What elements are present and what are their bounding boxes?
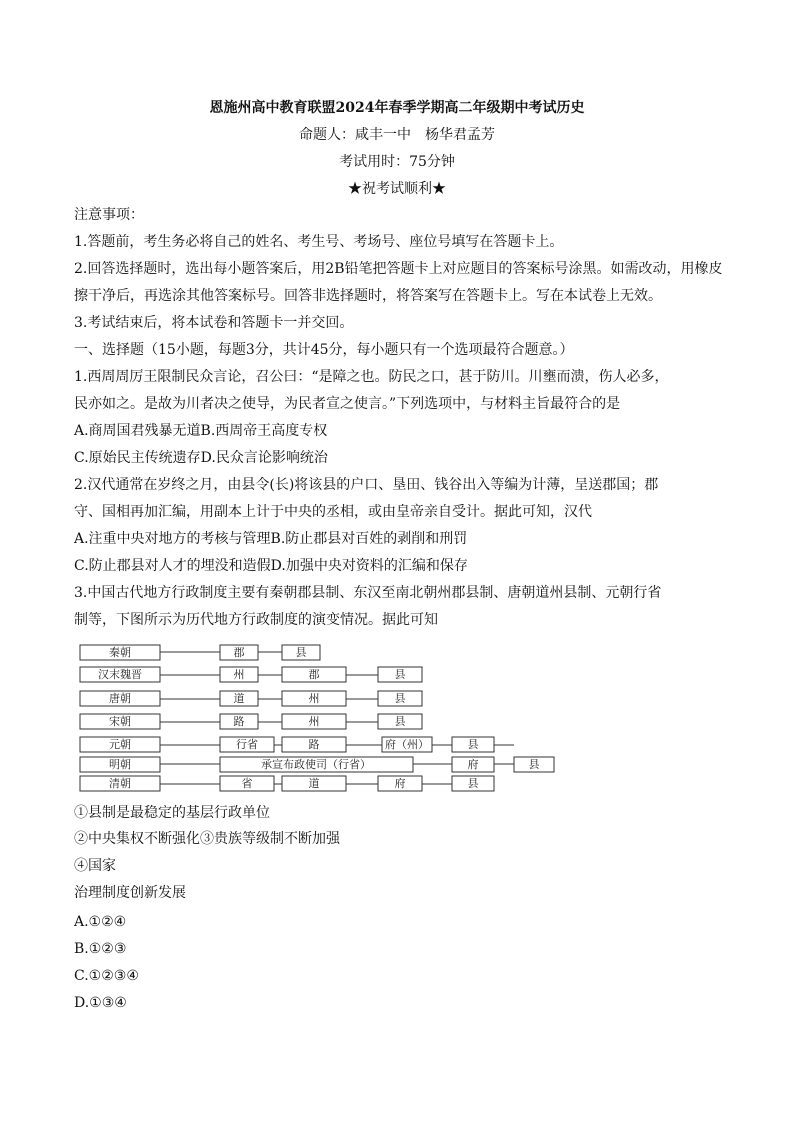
q2-options-ab: A.注重中央对地方的考核与管理B.防止郡县对百姓的剥削和刑罚 <box>74 531 468 547</box>
level-label: 县 <box>295 646 307 659</box>
q1-options-cd: C.原始民主传统遗存D.民众言论影响统治 <box>74 450 328 466</box>
level-label: 县 <box>467 777 479 790</box>
level-label: 道 <box>233 692 245 705</box>
exam-title: 恩施州高中教育联盟2024年春季学期高二年级期中考试历史 <box>209 100 585 116</box>
level-label: 县 <box>394 715 406 728</box>
q2-stem-line-1: 2.汉代通常在岁终之月，由县令(长)将该县的户口、垦田、钱谷出入等编为计薄，呈送郡国；郡 <box>74 477 659 493</box>
note-3: 3.考试结束后，将本试卷和答题卡一并交回。 <box>74 315 354 331</box>
q1-stem-line-2: 民亦如之。是故为川者决之使导，为民者宣之使言。”下列选项中，与材料主旨最符合的是 <box>74 396 621 412</box>
q3-statement-1: ①县制是最稳定的基层行政单位 <box>74 805 270 821</box>
q3-option-a: A.①②④ <box>74 914 127 930</box>
dynasty-label: 明朝 <box>109 758 131 771</box>
q1-stem-line-1: 1.西周周厉王限制民众言论，召公曰：“是障之也。防民之口，甚于防川。川壅而溃，伤人必多， <box>74 369 669 385</box>
q3-statement-4-start: ④国家 <box>74 858 116 874</box>
dynasty-label: 清朝 <box>109 777 131 790</box>
dynasty-label: 汉末魏晋 <box>98 668 142 681</box>
q3-option-b: B.①②③ <box>74 941 127 957</box>
level-label: 郡 <box>233 646 245 659</box>
level-label: 路 <box>308 738 320 751</box>
dynasty-label: 秦朝 <box>109 646 131 659</box>
q3-stem-line-1: 3.中国古代地方行政制度主要有秦朝郡县制、东汉至南北朝州郡县制、唐朝道州县制、元朝行省 <box>74 585 662 601</box>
note-2-line-2: 擦干净后，再选涂其他答案标号。回答非选择题时，将答案写在答题卡上。写在本试卷上无效。 <box>74 288 662 304</box>
level-label: 承宣布政使司（行省） <box>261 758 371 771</box>
level-label: 道 <box>308 777 320 790</box>
level-label: 行省 <box>236 738 258 751</box>
section-heading: 一、选择题（15小题，每题3分，共计45分，每小题只有一个选项最符合题意。） <box>74 342 574 358</box>
q3-option-d: D.①③④ <box>74 995 127 1011</box>
q1-options-ab: A.商周国君残暴无道B.西周帝王高度专权 <box>74 423 328 439</box>
level-label: 路 <box>233 715 245 728</box>
q2-options-cd: C.防止郡县对人才的埋没和造假D.加强中央对资料的汇编和保存 <box>74 558 468 574</box>
level-label: 县 <box>528 758 540 771</box>
level-label: 县 <box>394 668 406 681</box>
exam-duration: 考试用时：75分钟 <box>339 154 455 170</box>
dynasty-label: 元朝 <box>109 738 131 751</box>
question-setter: 命题人：咸丰一中 杨华君孟芳 <box>299 127 495 143</box>
good-luck-line: ★祝考试顺利★ <box>348 181 446 197</box>
q3-stem-line-2: 制等，下图所示为历代地方行政制度的演变情况。据此可知 <box>74 612 438 628</box>
notes-heading: 注意事项： <box>74 207 144 223</box>
level-label: 县 <box>394 692 406 705</box>
q2-stem-line-2: 守、国相再加汇编，用副本上计于中央的丞相，或由皇帝亲自受计。据此可知，汉代 <box>74 504 592 520</box>
level-label: 县 <box>467 738 479 751</box>
level-label: 州 <box>308 692 320 705</box>
note-2-line-1: 2.回答选择题时，选出每小题答案后，用2B铅笔把答题卡上对应题目的答案标号涂黑。如需改动，用橡皮 <box>74 261 723 277</box>
q3-statement-4-end: 治理制度创新发展 <box>74 885 186 901</box>
level-label: 州 <box>233 668 245 681</box>
level-label: 郡 <box>308 668 320 681</box>
level-label: 省 <box>241 777 253 790</box>
level-label: 府 <box>394 777 406 790</box>
dynasty-label: 宋朝 <box>109 715 131 728</box>
level-label: 府（州） <box>385 738 429 751</box>
level-label: 府 <box>467 758 479 771</box>
note-1: 1.答题前，考生务必将自己的姓名、考生号、考场号、座位号填写在答题卡上。 <box>74 234 564 250</box>
q3-option-c: C.①②③④ <box>74 968 139 984</box>
dynasty-label: 唐朝 <box>109 692 131 705</box>
level-label: 州 <box>308 715 320 728</box>
q3-statements-2-3: ②中央集权不断强化③贵族等级制不断加强 <box>74 831 340 847</box>
